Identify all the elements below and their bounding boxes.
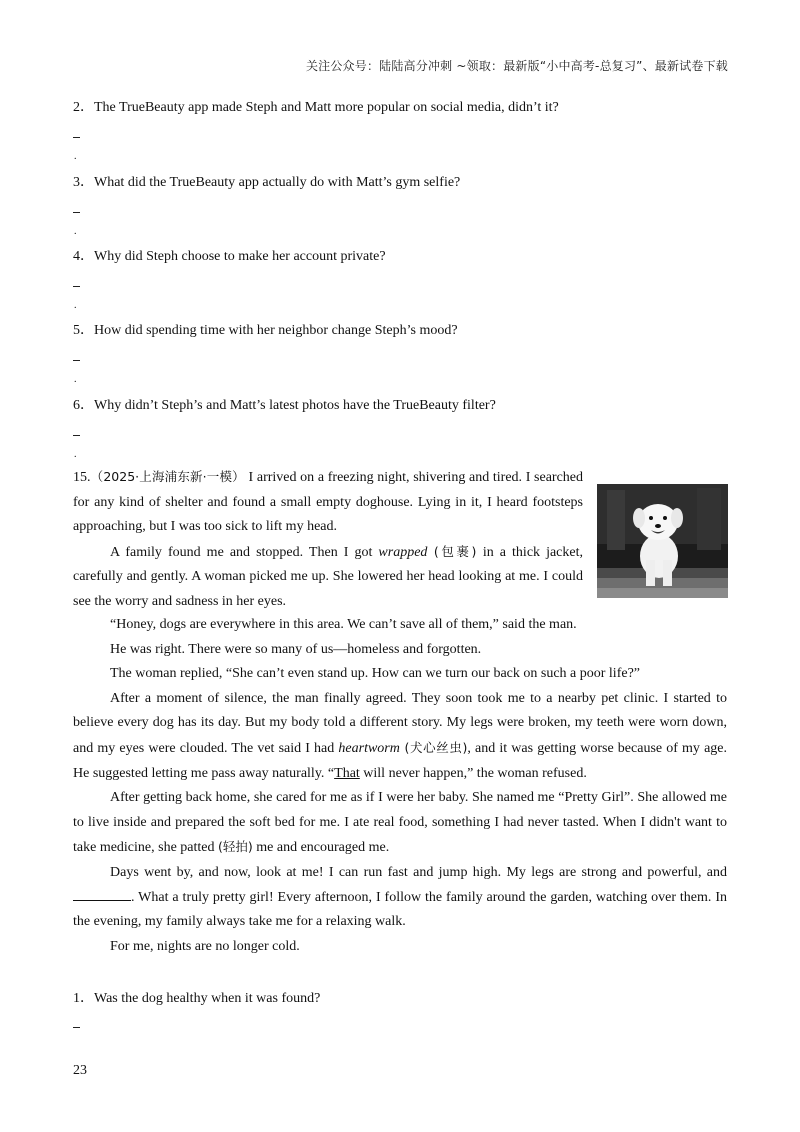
question-3: 3．What did the TrueBeauty app actually do with Matt’s gym selfie? bbox=[73, 175, 461, 190]
answer-line bbox=[73, 137, 80, 138]
answer-line bbox=[73, 435, 80, 436]
answer-line bbox=[73, 360, 80, 361]
passage-intro: 15.（2025·上海浦东新·一模） I arrived on a freezing night, shivering and tired. I searched for any kind of shelter and found a small empty doghouse. Lying in it, I heard footsteps approaching, but I was too sick to lift my head. A family found me and stopped. Then I got wrapped (包裹) in a thick jacket, carefully and gently. A woman picked me up. She lowered her head looking at me. I could see the worry and sadness in her eyes. bbox=[73, 469, 584, 609]
page-header: 关注公众号：陆陆高分冲刺 ~领取：最新版“小中高考-总复习”、最新试卷下载 bbox=[305, 59, 728, 73]
question-6: 6．Why didn’t Steph’s and Matt’s latest photos have the TrueBeauty filter? bbox=[73, 398, 496, 413]
question-1: 1．Was the dog healthy when it was found? bbox=[73, 991, 321, 1006]
answer-line bbox=[73, 212, 80, 213]
question-4: 4．Why did Steph choose to make her account private? bbox=[73, 249, 386, 264]
page-number: 23 bbox=[73, 1063, 87, 1078]
passage-body: “Honey, dogs are everywhere in this area. We can’t save all of them,” said the man. He was right. There were so many of us—homeless and forgotten. The woman replied, “She can’t even stand up. How can we turn our back on such a poor life?” After a moment of silence, the man finally agreed. They soon took me to a nearby pet clinic. I started to believe every dog has its day. But my body told a different story. My legs were broken, my teeth were worn down, and my eyes were clouded. The vet said I had heartworm (犬心丝虫), and it was getting worse because of my age. He suggested letting me pass away naturally. “That will never happen,” the woman refused. After getting back home, she cared for me as if I were her baby. She named me “Pretty Girl”. She allowed me to live inside and prepared the soft bed for me. I ate real food, something I had never tasted. When I didn't want to take medicine, she patted (轻拍) me and encouraged me. Days went by, and now, look at me! I can run fast and jump high. My legs are strong and powerful, and . What a truly pretty girl! Every afternoon, I follow the family around the garden, watching over them. In the evening, my family always take me for a relaxing walk. For me, nights are no longer cold. bbox=[73, 617, 727, 954]
question-2: 2．The TrueBeauty app made Steph and Matt more popular on social media, didn’t it? bbox=[73, 100, 559, 115]
fill-in-blank[interactable] bbox=[73, 888, 131, 901]
answer-line bbox=[73, 1027, 80, 1028]
passage-source: （2025·上海浦东新·一模） bbox=[90, 469, 245, 484]
dog-photo bbox=[597, 484, 728, 598]
answer-dot: . bbox=[74, 226, 77, 237]
answer-dot: . bbox=[74, 374, 77, 385]
question-5: 5．How did spending time with her neighbor change Steph’s mood? bbox=[73, 323, 458, 338]
answer-dot: . bbox=[74, 449, 77, 460]
answer-dot: . bbox=[74, 300, 77, 311]
answer-line bbox=[73, 286, 80, 287]
answer-dot: . bbox=[74, 151, 77, 162]
